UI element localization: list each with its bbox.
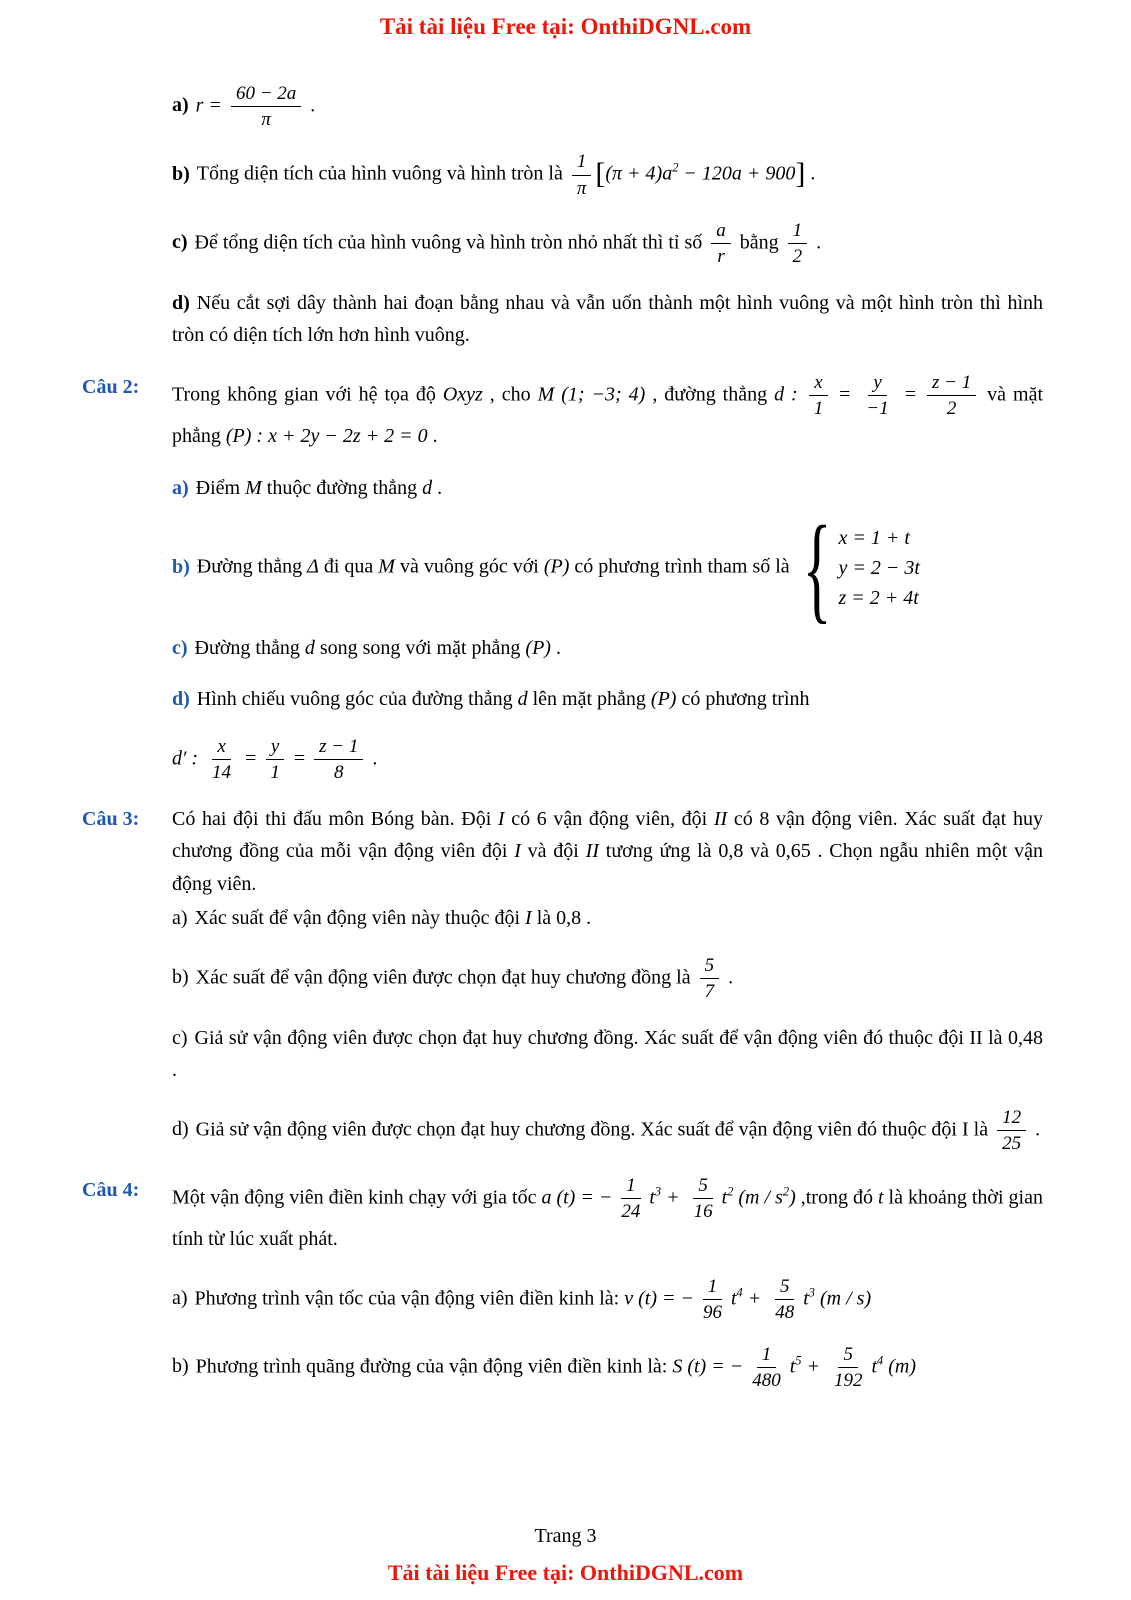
item-label: d) xyxy=(172,688,190,711)
item-label: b) xyxy=(172,555,190,578)
fraction xyxy=(927,371,976,420)
fraction-numerator: 5 xyxy=(838,1343,858,1368)
math-run: Oxyz xyxy=(442,383,483,406)
page-number: Trang 3 xyxy=(534,1525,597,1547)
item-label: b) xyxy=(172,1355,189,1378)
superscript: 3 xyxy=(654,1184,662,1199)
cau4-a xyxy=(172,1275,1043,1324)
cau3-intro xyxy=(82,803,1044,900)
fraction xyxy=(829,1343,868,1392)
cau1-a xyxy=(172,82,1043,131)
math-run: d′ : xyxy=(172,746,204,769)
math-run: II xyxy=(585,840,599,863)
math-run: (m) xyxy=(883,1355,916,1378)
page-footer xyxy=(0,1525,1131,1586)
cau1-d xyxy=(172,287,1043,352)
text-run: ,trong đó xyxy=(795,1186,878,1209)
fraction-numerator: 1 xyxy=(572,150,592,175)
fraction-denominator: 2 xyxy=(792,245,803,267)
item-label: a) xyxy=(172,476,189,499)
text-run: Một vận động viên điền kinh chạy với gia tốc xyxy=(172,1186,542,1209)
text-run: , cho xyxy=(482,383,538,406)
question-label: Câu 3: xyxy=(82,808,140,831)
fraction-numerator: 5 xyxy=(775,1275,795,1300)
item-label: a) xyxy=(172,1287,188,1310)
text-run: = xyxy=(832,383,858,406)
text-run: thuộc đường thẳng xyxy=(261,476,423,499)
fraction-denominator: 14 xyxy=(212,761,232,783)
math-run: − 120a + 900 xyxy=(678,162,796,185)
math-run: (P) xyxy=(525,636,551,659)
math-run: t xyxy=(730,1287,737,1310)
text-run: Tổng diện tích của hình vuông và hình tròn là xyxy=(196,162,568,185)
math-run: II xyxy=(713,808,728,831)
cau2-c xyxy=(172,632,1043,664)
fraction-numerator: 1 xyxy=(703,1275,723,1300)
cau3-c xyxy=(172,1022,1043,1087)
fraction xyxy=(265,735,285,784)
fraction-numerator: 5 xyxy=(693,1174,713,1199)
fraction xyxy=(207,735,236,784)
cau4-intro xyxy=(82,1174,1043,1256)
item-label: b) xyxy=(172,965,189,988)
text-run: Trong không gian với hệ tọa độ xyxy=(172,383,443,406)
cau2-intro xyxy=(82,371,1044,453)
item-label: c) xyxy=(172,1026,188,1049)
cau1-c xyxy=(172,219,1043,268)
cases-row: x = 1 + t xyxy=(838,526,910,549)
math-run: I xyxy=(497,808,505,831)
fraction-denominator: 96 xyxy=(702,1302,722,1323)
math-run: I xyxy=(514,840,521,863)
text-run: , đường thẳng xyxy=(645,383,775,406)
fraction xyxy=(698,1275,727,1324)
text-run: Phương trình quãng đường của vận động viên điền kinh là: xyxy=(195,1355,673,1378)
item-label: a) xyxy=(172,907,188,930)
cau2-a xyxy=(172,472,1043,504)
fraction-numerator: y xyxy=(868,371,886,396)
cau2-b xyxy=(172,501,1043,634)
bracket: ] xyxy=(795,157,806,191)
fraction-denominator: 480 xyxy=(752,1370,781,1392)
superscript: 5 xyxy=(795,1353,802,1368)
text-run: . xyxy=(811,230,822,253)
math-run: d xyxy=(304,636,315,659)
header-banner xyxy=(0,0,1131,40)
fraction-numerator: 1 xyxy=(757,1343,777,1368)
text-run: Đường thẳng xyxy=(196,555,308,578)
item-label: c) xyxy=(172,230,188,253)
cau3-a xyxy=(172,902,1043,934)
text-run: bằng xyxy=(734,230,784,253)
math-run: M xyxy=(378,555,395,578)
fraction-denominator: 48 xyxy=(775,1302,795,1323)
fraction xyxy=(770,1275,799,1324)
fraction xyxy=(616,1174,645,1223)
footer-banner: Tải tài liệu Free tại: OnthiDGNL.com xyxy=(387,1560,744,1585)
math-run: I xyxy=(525,907,532,930)
fraction-denominator: 192 xyxy=(833,1370,863,1392)
math-run: d : xyxy=(774,383,805,406)
text-run: . xyxy=(723,965,734,988)
cau2-d xyxy=(172,683,1043,715)
text-run: = xyxy=(897,383,923,406)
fraction-denominator: π xyxy=(576,177,587,199)
math-run: Δ xyxy=(307,555,319,578)
math-run: t xyxy=(871,1355,878,1378)
fraction-numerator: z − 1 xyxy=(314,735,363,760)
text-run: Điểm xyxy=(195,476,246,499)
text-run: Xác suất để vận động viên này thuộc đội xyxy=(194,907,526,930)
fraction-numerator: 1 xyxy=(621,1174,641,1199)
text-run: là 0,8 . xyxy=(531,907,592,930)
cases-row: z = 2 + 4t xyxy=(838,586,919,609)
superscript: 2 xyxy=(727,1184,734,1199)
fraction xyxy=(700,954,720,1003)
fraction xyxy=(711,219,731,268)
fraction xyxy=(572,150,592,199)
cau2-d-formula xyxy=(172,735,1043,784)
superscript: 4 xyxy=(736,1285,743,1300)
text-run: Hình chiếu vuông góc của đường thẳng xyxy=(196,688,518,711)
text-run: . xyxy=(1030,1118,1041,1141)
math-run: d xyxy=(517,688,528,711)
fraction-denominator: 16 xyxy=(693,1201,713,1223)
text-run: Giả sử vận động viên được chọn đạt huy chương đồng. Xác suất để vận động viên đó thuộc đội I là xyxy=(195,1118,994,1141)
math-run: ) xyxy=(789,1186,796,1209)
question-label: Câu 4: xyxy=(82,1179,140,1202)
math-run: + xyxy=(742,1287,767,1310)
superscript: 4 xyxy=(877,1353,884,1368)
math-run: (π + 4)a xyxy=(605,162,673,185)
text-run: có 6 vận động viên, đội xyxy=(504,808,714,831)
superscript: 3 xyxy=(808,1285,815,1300)
cau1-b xyxy=(172,150,1043,199)
fraction xyxy=(314,735,363,784)
fraction-numerator: 60 − 2a xyxy=(231,82,301,107)
fraction xyxy=(231,82,301,131)
math-run: + xyxy=(801,1355,825,1378)
text-run: có phương trình tham số là xyxy=(569,555,795,578)
math-run: t xyxy=(877,1186,884,1209)
header-banner-text: Tải tài liệu Free tại: OnthiDGNL.com xyxy=(379,14,752,39)
fraction-numerator: x xyxy=(809,371,827,396)
fraction xyxy=(997,1106,1026,1155)
fraction-denominator: 8 xyxy=(333,761,344,783)
text-run: lên mặt phẳng xyxy=(527,688,651,711)
item-label: c) xyxy=(172,636,188,659)
fraction xyxy=(788,219,808,268)
fraction-denominator: 24 xyxy=(621,1201,641,1223)
math-run: M xyxy=(245,476,262,499)
text-run: . xyxy=(427,425,438,448)
text-run: . xyxy=(367,746,378,769)
math-run: M (1; −3; 4) xyxy=(537,383,646,406)
math-run: (P) xyxy=(543,555,570,578)
text-run: có 8 vận động viên. Xác suất đạt huy chương đồng của mỗi vận động viên đội xyxy=(172,808,1044,863)
math-run: a (t) = − xyxy=(541,1186,613,1209)
text-run: . xyxy=(432,476,443,499)
text-run: Phương trình vận tốc của vận động viên điền kinh là: xyxy=(194,1287,625,1310)
math-run: t xyxy=(649,1186,655,1209)
fraction-denominator: π xyxy=(261,109,271,131)
cau3-b xyxy=(172,954,1043,1003)
math-run: t xyxy=(803,1287,809,1310)
question-label: Câu 2: xyxy=(82,375,140,398)
fraction-numerator: x xyxy=(212,735,230,760)
math-run: S (t) = − xyxy=(672,1355,744,1378)
cau4-b xyxy=(172,1343,1043,1392)
item-label: d) xyxy=(172,292,190,315)
fraction-numerator: z − 1 xyxy=(927,371,976,396)
math-run: t xyxy=(721,1186,728,1209)
text-run: . xyxy=(305,94,316,117)
text-run: = xyxy=(288,746,311,769)
text-run: Để tổng diện tích của hình vuông và hình tròn nhỏ nhất thì tỉ số xyxy=(194,230,708,253)
math-run: (m / s xyxy=(733,1186,783,1209)
math-run: (m / s) xyxy=(815,1287,872,1310)
fraction-denominator: 25 xyxy=(1002,1132,1022,1154)
text-run: . xyxy=(550,636,561,659)
math-run: t xyxy=(789,1355,796,1378)
math-run: d xyxy=(422,476,433,499)
math-run: (P) xyxy=(650,688,677,711)
bracket: [ xyxy=(595,157,606,191)
superscript: 2 xyxy=(782,1184,790,1199)
cau3-d xyxy=(172,1106,1043,1155)
text-run: là khoảng thời gian tính từ lúc xuất phát. xyxy=(172,1186,1043,1251)
math-run: (P) : x + 2y − 2z + 2 = 0 xyxy=(225,425,428,448)
text-run: . xyxy=(805,162,816,185)
item-label: a) xyxy=(172,94,189,117)
fraction-denominator: 2 xyxy=(946,397,957,419)
fraction-numerator: a xyxy=(711,219,731,244)
cases-row: y = 2 − 3t xyxy=(838,556,920,579)
text-run: và vuông góc với xyxy=(394,555,544,578)
text-run: có phương trình xyxy=(676,688,810,711)
text-run: đi qua xyxy=(318,555,379,578)
text-run: Có hai đội thi đấu môn Bóng bàn. Đội xyxy=(172,808,498,831)
fraction-denominator: 1 xyxy=(270,761,280,783)
math-run: r = xyxy=(195,94,227,117)
cases-system xyxy=(802,501,920,634)
text-run: Xác suất để vận động viên được chọn đạt huy chương đồng là xyxy=(195,965,696,988)
text-run: và đội xyxy=(520,840,586,863)
text-run: và mặt phẳng xyxy=(172,383,1044,448)
fraction xyxy=(689,1174,718,1223)
math-run: + xyxy=(661,1186,685,1209)
fraction xyxy=(809,371,829,420)
text-run: Nếu cắt sợi dây thành hai đoạn bằng nhau và vẫn uốn thành một hình vuông và một hình tròn thì hình tròn có diện tích lớn hơn hình vuông. xyxy=(172,292,1043,347)
fraction xyxy=(861,371,893,420)
superscript: 2 xyxy=(672,160,679,175)
fraction-denominator: −1 xyxy=(866,397,889,419)
text-run: tương ứng là 0,8 và 0,65 . Chọn ngẫu nhiên một vận động viên. xyxy=(172,840,1044,895)
text-run: = xyxy=(240,746,262,769)
fraction-numerator: y xyxy=(266,735,284,760)
fraction-denominator: 7 xyxy=(704,980,715,1002)
item-label: d) xyxy=(172,1118,189,1141)
fraction xyxy=(747,1343,786,1392)
fraction-denominator: r xyxy=(717,245,725,267)
fraction-denominator: 1 xyxy=(813,397,824,419)
fraction-numerator: 5 xyxy=(700,954,720,979)
text-run: Giả sử vận động viên được chọn đạt huy chương đồng. Xác suất để vận động viên đó thuộc đội II là 0,48 . xyxy=(172,1026,1043,1082)
cases-rows xyxy=(838,523,919,613)
fraction-numerator: 12 xyxy=(997,1106,1026,1131)
left-brace-icon: { xyxy=(802,501,832,634)
text-run: song song với mặt phẳng xyxy=(314,636,526,659)
document-body xyxy=(82,82,1044,1393)
item-label: b) xyxy=(172,162,190,185)
math-run: v (t) = − xyxy=(624,1287,694,1310)
fraction-numerator: 1 xyxy=(788,219,808,244)
text-run: Đường thẳng xyxy=(194,636,305,659)
